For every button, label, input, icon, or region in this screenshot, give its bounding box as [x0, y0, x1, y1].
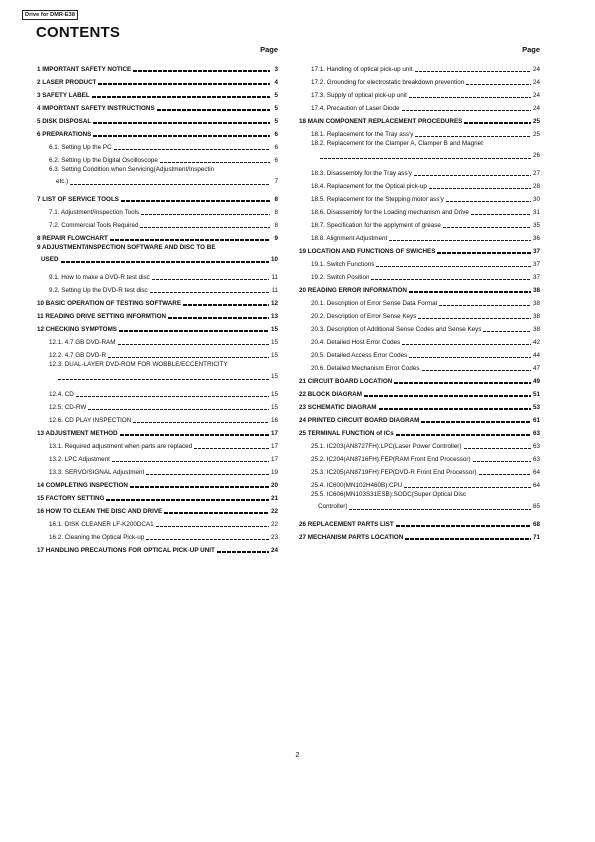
toc-entry-page: 27 — [532, 170, 540, 177]
dot-leader — [320, 158, 531, 159]
toc-entry[interactable] — [37, 360, 278, 386]
toc-entry[interactable] — [299, 451, 540, 464]
dot-leader — [443, 227, 531, 228]
toc-entry[interactable] — [37, 438, 278, 451]
toc-entry[interactable] — [299, 165, 540, 178]
toc-entry-page: 20 — [270, 482, 278, 489]
toc-entry-title: 16 HOW TO CLEAN THE DISC AND DRIVE — [37, 508, 163, 515]
toc-entry[interactable] — [37, 269, 278, 282]
toc-entry-page: 11 — [271, 274, 278, 281]
toc-entry-page: 6 — [274, 131, 278, 138]
toc-entry-title: 12.4. CD — [49, 391, 74, 398]
dot-leader — [466, 84, 531, 85]
dot-leader — [409, 97, 531, 98]
toc-entry-title: 27 MECHANISM PARTS LOCATION — [299, 534, 404, 541]
toc-entry-page: 49 — [532, 378, 540, 385]
toc-entry[interactable] — [37, 100, 278, 113]
toc-entry-title: 25.4. IC600(MN102H460B):CPU — [311, 482, 403, 489]
dot-leader — [402, 344, 531, 345]
toc-entry-title: 17 HANDLING PRECAUTIONS FOR OPTICAL PICK-UP UNIT — [37, 547, 215, 554]
page-title: CONTENTS — [36, 24, 121, 41]
toc-entry[interactable] — [299, 100, 540, 113]
toc-entry-title: 18.1. Replacement for the Tray ass'y — [311, 131, 414, 138]
dot-leader — [118, 344, 269, 345]
toc-entry[interactable] — [37, 61, 278, 74]
toc-entry[interactable] — [299, 373, 540, 386]
dot-leader — [183, 304, 269, 306]
toc-entry-page: 28 — [532, 183, 540, 190]
dot-leader — [379, 408, 531, 410]
toc-entry[interactable] — [37, 412, 278, 425]
dot-leader — [471, 214, 531, 215]
toc-entry-page: 51 — [532, 391, 540, 398]
toc-entry-title: 5 DISK DISPOSAL — [37, 118, 92, 125]
toc-entry[interactable] — [299, 321, 540, 334]
toc-entry-title: 18 MAIN COMPONENT REPLACEMENT PROCEDURES — [299, 118, 463, 125]
toc-entry[interactable] — [37, 503, 278, 516]
dot-leader — [141, 214, 270, 215]
toc-entry-title: 16.2. Cleaning the Optical Pick-up — [49, 534, 145, 541]
dot-leader — [121, 200, 270, 202]
toc-entry[interactable] — [37, 516, 278, 529]
toc-entry-page: 64 — [532, 469, 540, 476]
toc-entry[interactable] — [37, 113, 278, 126]
toc-entry-title: 13.1. Required adjustment when parts are replaced — [49, 443, 193, 450]
toc-entry-page: 4 — [274, 79, 278, 86]
document-tag: Drive for DMR-E38 — [22, 10, 78, 20]
toc-entry[interactable] — [299, 425, 540, 438]
dot-leader — [194, 448, 269, 449]
toc-entry-page: 35 — [532, 222, 540, 229]
toc-entry-title: 21 CIRCUIT BOARD LOCATION — [299, 378, 393, 385]
page-column-label: Page — [260, 45, 278, 54]
toc-entry-title: 26 REPLACEMENT PARTS LIST — [299, 521, 394, 528]
toc-entry-title: 12.3. DUAL-LAYER DVD-ROM FOR WOBBLE/ECCENTRICITY — [49, 361, 228, 368]
dot-leader — [396, 434, 531, 436]
toc-entry[interactable] — [299, 191, 540, 204]
toc-entry-page: 15 — [270, 352, 278, 359]
toc-entry-page: 8 — [274, 196, 278, 203]
toc-entry[interactable] — [37, 490, 278, 503]
toc-entry-title: 20.2. Description of Error Sense Keys — [311, 313, 417, 320]
dot-leader — [415, 136, 531, 137]
toc-entry[interactable] — [37, 334, 278, 347]
toc-entry[interactable] — [37, 477, 278, 490]
toc-entry-title: 20.5. Detailed Access Error Codes — [311, 352, 408, 359]
toc-entry-page: 24 — [532, 105, 540, 112]
toc-entry[interactable] — [299, 516, 540, 529]
dot-leader — [429, 188, 531, 189]
dot-leader — [439, 305, 531, 306]
dot-leader — [483, 331, 531, 332]
toc-entry-title: 16.1. DISK CLEANER LF-K200DCA1 — [49, 521, 154, 528]
toc-entry-title: 4 IMPORTANT SAFETY INSTRUCTIONS — [37, 105, 155, 112]
dot-leader — [394, 382, 531, 384]
dot-leader — [93, 122, 270, 124]
dot-leader — [152, 279, 270, 280]
toc-entry-page: 47 — [532, 365, 540, 372]
toc-entry[interactable] — [299, 490, 540, 516]
toc-entry-title: 3 SAFETY LABEL — [37, 92, 90, 99]
toc-entry-title: 14 COMPLETING INSPECTION — [37, 482, 128, 489]
toc-entry[interactable] — [37, 321, 278, 334]
toc-entry-page: 65 — [532, 503, 540, 510]
toc-entry-page: 16 — [270, 417, 278, 424]
toc-entry[interactable] — [299, 464, 540, 477]
toc-entry-page: 64 — [532, 482, 540, 489]
toc-entry-page: 53 — [532, 404, 540, 411]
toc-entry-title: 17.4. Precaution of Laser Diode — [311, 105, 400, 112]
toc-entry-title: 12 CHECKING SYMPTOMS — [37, 326, 118, 333]
toc-entry[interactable] — [37, 542, 278, 555]
toc-entry-page: 38 — [532, 326, 540, 333]
toc-entry-page: 25 — [532, 131, 540, 138]
toc-entry-title: 20.1. Description of Error Sense Data Format — [311, 300, 438, 307]
toc-entry-page: 15 — [270, 391, 278, 398]
toc-entry-title: 18.6. Disassembly for the Loading mechanism and Drive — [311, 209, 469, 216]
toc-entry[interactable] — [299, 61, 540, 74]
page-column-label: Page — [522, 45, 540, 54]
toc-entry-page: 37 — [532, 274, 540, 281]
toc-entry-title: 19.2. Switch Position — [311, 274, 370, 281]
toc-entry-title: 20 READING ERROR INFORMATION — [299, 287, 407, 294]
toc-entry[interactable] — [37, 230, 278, 243]
toc-entry[interactable] — [299, 308, 540, 321]
toc-entry[interactable] — [299, 282, 540, 295]
toc-entry[interactable] — [299, 126, 540, 139]
toc-entry[interactable] — [299, 113, 540, 126]
dot-leader — [140, 227, 270, 228]
toc-entry-page: 5 — [274, 92, 278, 99]
toc-entry-title: 25.3. IC205(AN8719FH):FEP(DVD-R Front End Processor) — [311, 469, 477, 476]
toc-entry-title: 6 PREPARATIONS — [37, 131, 92, 138]
toc-entry[interactable] — [299, 178, 540, 191]
toc-entry[interactable] — [299, 87, 540, 100]
toc-entry-title: 19 LOCATION AND FUNCTIONS OF SWICHES — [299, 248, 436, 255]
toc-entry-title: 7.1. Adjustment/Inspection Tools — [49, 209, 140, 216]
toc-entry-page: 38 — [532, 287, 540, 294]
toc-entry-title: 12.6. CD PLAY INSPECTION — [49, 417, 132, 424]
dot-leader — [464, 448, 531, 449]
toc-entry-continuation — [311, 151, 540, 161]
toc-entry-page: 37 — [532, 261, 540, 268]
dot-leader — [88, 409, 269, 410]
toc-entry-page: 8 — [274, 209, 278, 216]
toc-entry-title: 24 PRINTED CIRCUIT BOARD DIAGRAM — [299, 417, 420, 424]
toc-entry-page: 11 — [271, 287, 278, 294]
toc-entry[interactable] — [37, 451, 278, 464]
dot-leader — [479, 474, 531, 475]
toc-entry-page: 63 — [532, 456, 540, 463]
dot-leader — [76, 396, 269, 397]
toc-entry[interactable] — [37, 126, 278, 139]
toc-entry-page: 8 — [274, 222, 278, 229]
toc-entry-page: 63 — [532, 443, 540, 450]
dot-leader — [415, 71, 531, 72]
toc-entry[interactable] — [299, 347, 540, 360]
toc-entry-title: 18.8. Alignment Adjustment — [311, 235, 388, 242]
toc-entry[interactable] — [37, 425, 278, 438]
toc-entry-page: 38 — [532, 313, 540, 320]
toc-entry-title: 25 TERMINAL FUNCTION of ICs — [299, 430, 394, 437]
toc-entry-title: 1 IMPORTANT SAFETY NOTICE — [37, 66, 132, 73]
toc-entry-continuation — [49, 177, 278, 187]
toc-left-list — [37, 61, 278, 555]
dot-leader — [168, 317, 269, 319]
toc-entry-title: 20.6. Detailed Mechanism Error Codes — [311, 365, 420, 372]
toc-entry-title: 6.2. Setting Up the Digital Oscilloscope — [49, 157, 158, 164]
dot-leader — [409, 291, 531, 293]
toc-entry[interactable] — [299, 360, 540, 373]
toc-entry-title: 13 ADJUSTMENT METHOD — [37, 430, 118, 437]
toc-entry[interactable] — [37, 308, 278, 321]
dot-leader — [389, 240, 531, 241]
toc-entry-title: 22 BLOCK DIAGRAM — [299, 391, 362, 398]
toc-entry[interactable] — [37, 243, 278, 269]
toc-entry-page: 17 — [270, 456, 278, 463]
toc-entry[interactable] — [299, 74, 540, 87]
toc-entry-page: 5 — [274, 105, 278, 112]
toc-entry-title: 13.2. LPC Adjustment — [49, 456, 110, 463]
toc-entry-title: 25.1. IC203(AN8727FH):LPC(Laser Power Controller) — [311, 443, 462, 450]
dot-leader — [464, 122, 531, 124]
toc-entry-page: 71 — [532, 534, 540, 541]
dot-leader — [402, 110, 531, 111]
toc-entry-title: 9.2. Setting Up the DVD-R test disc — [49, 287, 148, 294]
toc-entry-title: 7.2. Commercial Tools Required — [49, 222, 139, 229]
toc-entry[interactable] — [299, 204, 540, 217]
toc-entry-page: 26 — [532, 152, 540, 159]
toc-entry[interactable] — [37, 165, 278, 191]
dot-leader — [108, 357, 269, 358]
dot-leader — [106, 499, 269, 501]
toc-entry-page: 15 — [270, 373, 278, 380]
toc-entry[interactable] — [299, 477, 540, 490]
dot-leader — [157, 109, 270, 111]
dot-leader — [164, 512, 269, 514]
toc-entry-page: 68 — [532, 521, 540, 528]
toc-entry-page: 3 — [274, 66, 278, 73]
toc-entry-page: 10 — [270, 256, 278, 263]
toc-entry[interactable] — [37, 282, 278, 295]
dot-leader — [446, 201, 531, 202]
toc-entry-page: 15 — [270, 326, 278, 333]
toc-entry[interactable] — [37, 152, 278, 165]
toc-entry-page: 6 — [274, 157, 278, 164]
toc-entry-title: 20.4. Detailed Host Error Codes — [311, 339, 401, 346]
dot-leader — [120, 434, 269, 436]
dot-leader — [364, 395, 531, 397]
toc-entry-page: 24 — [532, 92, 540, 99]
toc-entry[interactable] — [299, 243, 540, 256]
toc-entry[interactable] — [37, 386, 278, 399]
toc-entry-continuation — [37, 255, 278, 265]
toc-entry[interactable] — [299, 230, 540, 243]
dot-leader — [421, 421, 531, 423]
toc-entry-title: 23 SCHEMATIC DIAGRAM — [299, 404, 377, 411]
toc-entry[interactable] — [299, 334, 540, 347]
dot-leader — [119, 330, 269, 332]
page-number: 2 — [295, 750, 300, 759]
dot-leader — [98, 83, 270, 85]
toc-entry-title: 8 REPAIR FLOWCHART — [37, 235, 108, 242]
toc-entry-title-cont: USED — [41, 256, 59, 263]
dot-leader — [376, 266, 531, 267]
toc-entry-title: 17.1. Handling of optical pick-up unit — [311, 66, 413, 73]
toc-entry-page: 17 — [270, 443, 278, 450]
toc-entry[interactable] — [37, 87, 278, 100]
dot-leader — [217, 551, 269, 553]
toc-entry-page: 22 — [270, 521, 278, 528]
toc-entry-page: 17 — [270, 430, 278, 437]
dot-leader — [133, 70, 270, 72]
toc-entry-page: 44 — [532, 352, 540, 359]
toc-entry[interactable] — [299, 295, 540, 308]
toc-entry-title: 19.1. Switch Functions — [311, 261, 375, 268]
toc-entry-title: 12.1. 4.7 GB DVD-RAM — [49, 339, 116, 346]
toc-entry[interactable] — [37, 139, 278, 152]
toc-entry[interactable] — [299, 438, 540, 451]
toc-entry[interactable] — [299, 269, 540, 282]
toc-entry-page: 12 — [270, 300, 278, 307]
toc-entry-page: 19 — [270, 469, 278, 476]
toc-entry-page: 15 — [270, 339, 278, 346]
toc-entry[interactable] — [37, 464, 278, 477]
toc-entry-title: 9.1. How to make a DVD-R test disc — [49, 274, 150, 281]
toc-entry-title-cont: etc.) — [56, 178, 69, 185]
toc-entry[interactable] — [37, 204, 278, 217]
toc-entry-title: 12.5. CD-RW — [49, 404, 87, 411]
toc-entry-title: 25.2. IC204(AN8716FH):FEP(RAM Front End Processor) — [311, 456, 471, 463]
toc-entry[interactable] — [37, 347, 278, 360]
dot-leader — [133, 422, 269, 423]
toc-entry[interactable] — [299, 256, 540, 269]
dot-leader — [414, 175, 531, 176]
toc-entry[interactable] — [37, 191, 278, 204]
toc-entry-title: 9 ADJUSTMENT/INSPECTION SOFTWARE AND DISC TO BE — [37, 244, 216, 251]
toc-entry-page: 36 — [532, 235, 540, 242]
toc-right-column — [299, 45, 540, 542]
toc-entry-title: 25.5. IC606(MN103S31ESB):SODC(Super Optical Disc — [311, 491, 467, 498]
toc-entry-page: 37 — [532, 248, 540, 255]
toc-entry-title: 17.2. Grounding for electrostatic breakdown prevention — [311, 79, 465, 86]
toc-entry-page: 13 — [270, 313, 278, 320]
toc-entry[interactable] — [299, 217, 540, 230]
toc-entry-title: 12.2. 4.7 GB DVD-R — [49, 352, 107, 359]
dot-leader — [349, 509, 531, 510]
dot-leader — [112, 461, 269, 462]
dot-leader — [160, 162, 270, 163]
toc-entry-title: 6.3. Setting Condition when Servicing(Adjustment/Inspectin — [49, 166, 215, 173]
toc-entry[interactable] — [37, 295, 278, 308]
toc-entry-title: 17.3. Supply of optical pick-up unit — [311, 92, 407, 99]
dot-leader — [473, 461, 531, 462]
dot-leader — [418, 318, 531, 319]
toc-entry[interactable] — [37, 529, 278, 542]
toc-entry-title: 13.3. SERVO/SIGNAL Adjustment — [49, 469, 145, 476]
toc-entry-title: 15 FACTORY SETTING — [37, 495, 105, 502]
toc-entry-page: 61 — [532, 417, 540, 424]
toc-entry-page: 9 — [274, 235, 278, 242]
toc-entry-title: 2 LASER PRODUCT — [37, 79, 97, 86]
toc-entry-title: 11 READING DRIVE SETTING INFORMTION — [37, 313, 167, 320]
dot-leader — [110, 239, 270, 241]
dot-leader — [405, 538, 531, 540]
toc-entry-title: 18.7. Specification for the applyment of grease — [311, 222, 441, 229]
toc-entry-title: 10 BASIC OPERATION OF TESTING SOFTWARE — [37, 300, 182, 307]
toc-entry-continuation — [311, 502, 540, 512]
toc-entry-title: 18.5. Replacement for the Stepping motor ass'y — [311, 196, 444, 203]
toc-entry-title: 6.1. Setting Up the PC — [49, 144, 112, 151]
dot-leader — [146, 474, 269, 475]
toc-entry-page: 5 — [274, 118, 278, 125]
dot-leader — [396, 525, 531, 527]
toc-entry-page: 24 — [532, 66, 540, 73]
toc-entry-page: 15 — [270, 404, 278, 411]
dot-leader — [371, 279, 531, 280]
toc-entry-page: 6 — [274, 144, 278, 151]
toc-right-list — [299, 61, 540, 542]
toc-entry-title: 18.4. Replacement for the Optical pick-up — [311, 183, 427, 190]
dot-leader — [61, 261, 269, 263]
toc-entry[interactable] — [37, 399, 278, 412]
toc-entry-title-cont: Controller) — [318, 503, 348, 510]
toc-entry-page: 7 — [274, 178, 278, 185]
dot-leader — [93, 135, 270, 137]
toc-entry-page: 24 — [270, 547, 278, 554]
dot-leader — [70, 184, 270, 185]
toc-entry-page: 24 — [532, 79, 540, 86]
toc-entry-page: 25 — [532, 118, 540, 125]
toc-entry-page: 38 — [532, 300, 540, 307]
toc-entry-page: 23 — [270, 534, 278, 541]
toc-entry-page: 21 — [270, 495, 278, 502]
dot-leader — [58, 379, 269, 380]
toc-entry[interactable] — [299, 139, 540, 165]
dot-leader — [114, 149, 270, 150]
dot-leader — [404, 487, 531, 488]
toc-entry[interactable] — [299, 386, 540, 399]
dot-leader — [409, 357, 531, 358]
dot-leader — [422, 370, 531, 371]
toc-entry-title: 7 LIST OF SERVICE TOOLS — [37, 196, 119, 203]
dot-leader — [146, 539, 269, 540]
toc-entry-page: 31 — [532, 209, 540, 216]
toc-entry-page: 30 — [532, 196, 540, 203]
toc-entry[interactable] — [299, 529, 540, 542]
toc-entry[interactable] — [37, 217, 278, 230]
dot-leader — [92, 96, 270, 98]
dot-leader — [150, 292, 270, 293]
dot-leader — [437, 252, 531, 254]
dot-leader — [130, 486, 269, 488]
toc-entry-page: 63 — [532, 430, 540, 437]
dot-leader — [156, 526, 269, 527]
toc-left-column — [37, 45, 278, 555]
toc-entry-title: 18.3. Disassembly for the Tray ass'y — [311, 170, 412, 177]
toc-entry[interactable] — [299, 412, 540, 425]
toc-entry-page: 22 — [270, 508, 278, 515]
toc-entry[interactable] — [299, 399, 540, 412]
toc-entry[interactable] — [37, 74, 278, 87]
toc-entry-continuation — [49, 372, 278, 382]
toc-entry-page: 42 — [532, 339, 540, 346]
toc-entry-title: 18.2. Replacement for the Clamper A, Clamper B and Magnet — [311, 140, 483, 147]
toc-entry-title: 20.3. Description of Additional Sense Codes and Sense Keys — [311, 326, 482, 333]
